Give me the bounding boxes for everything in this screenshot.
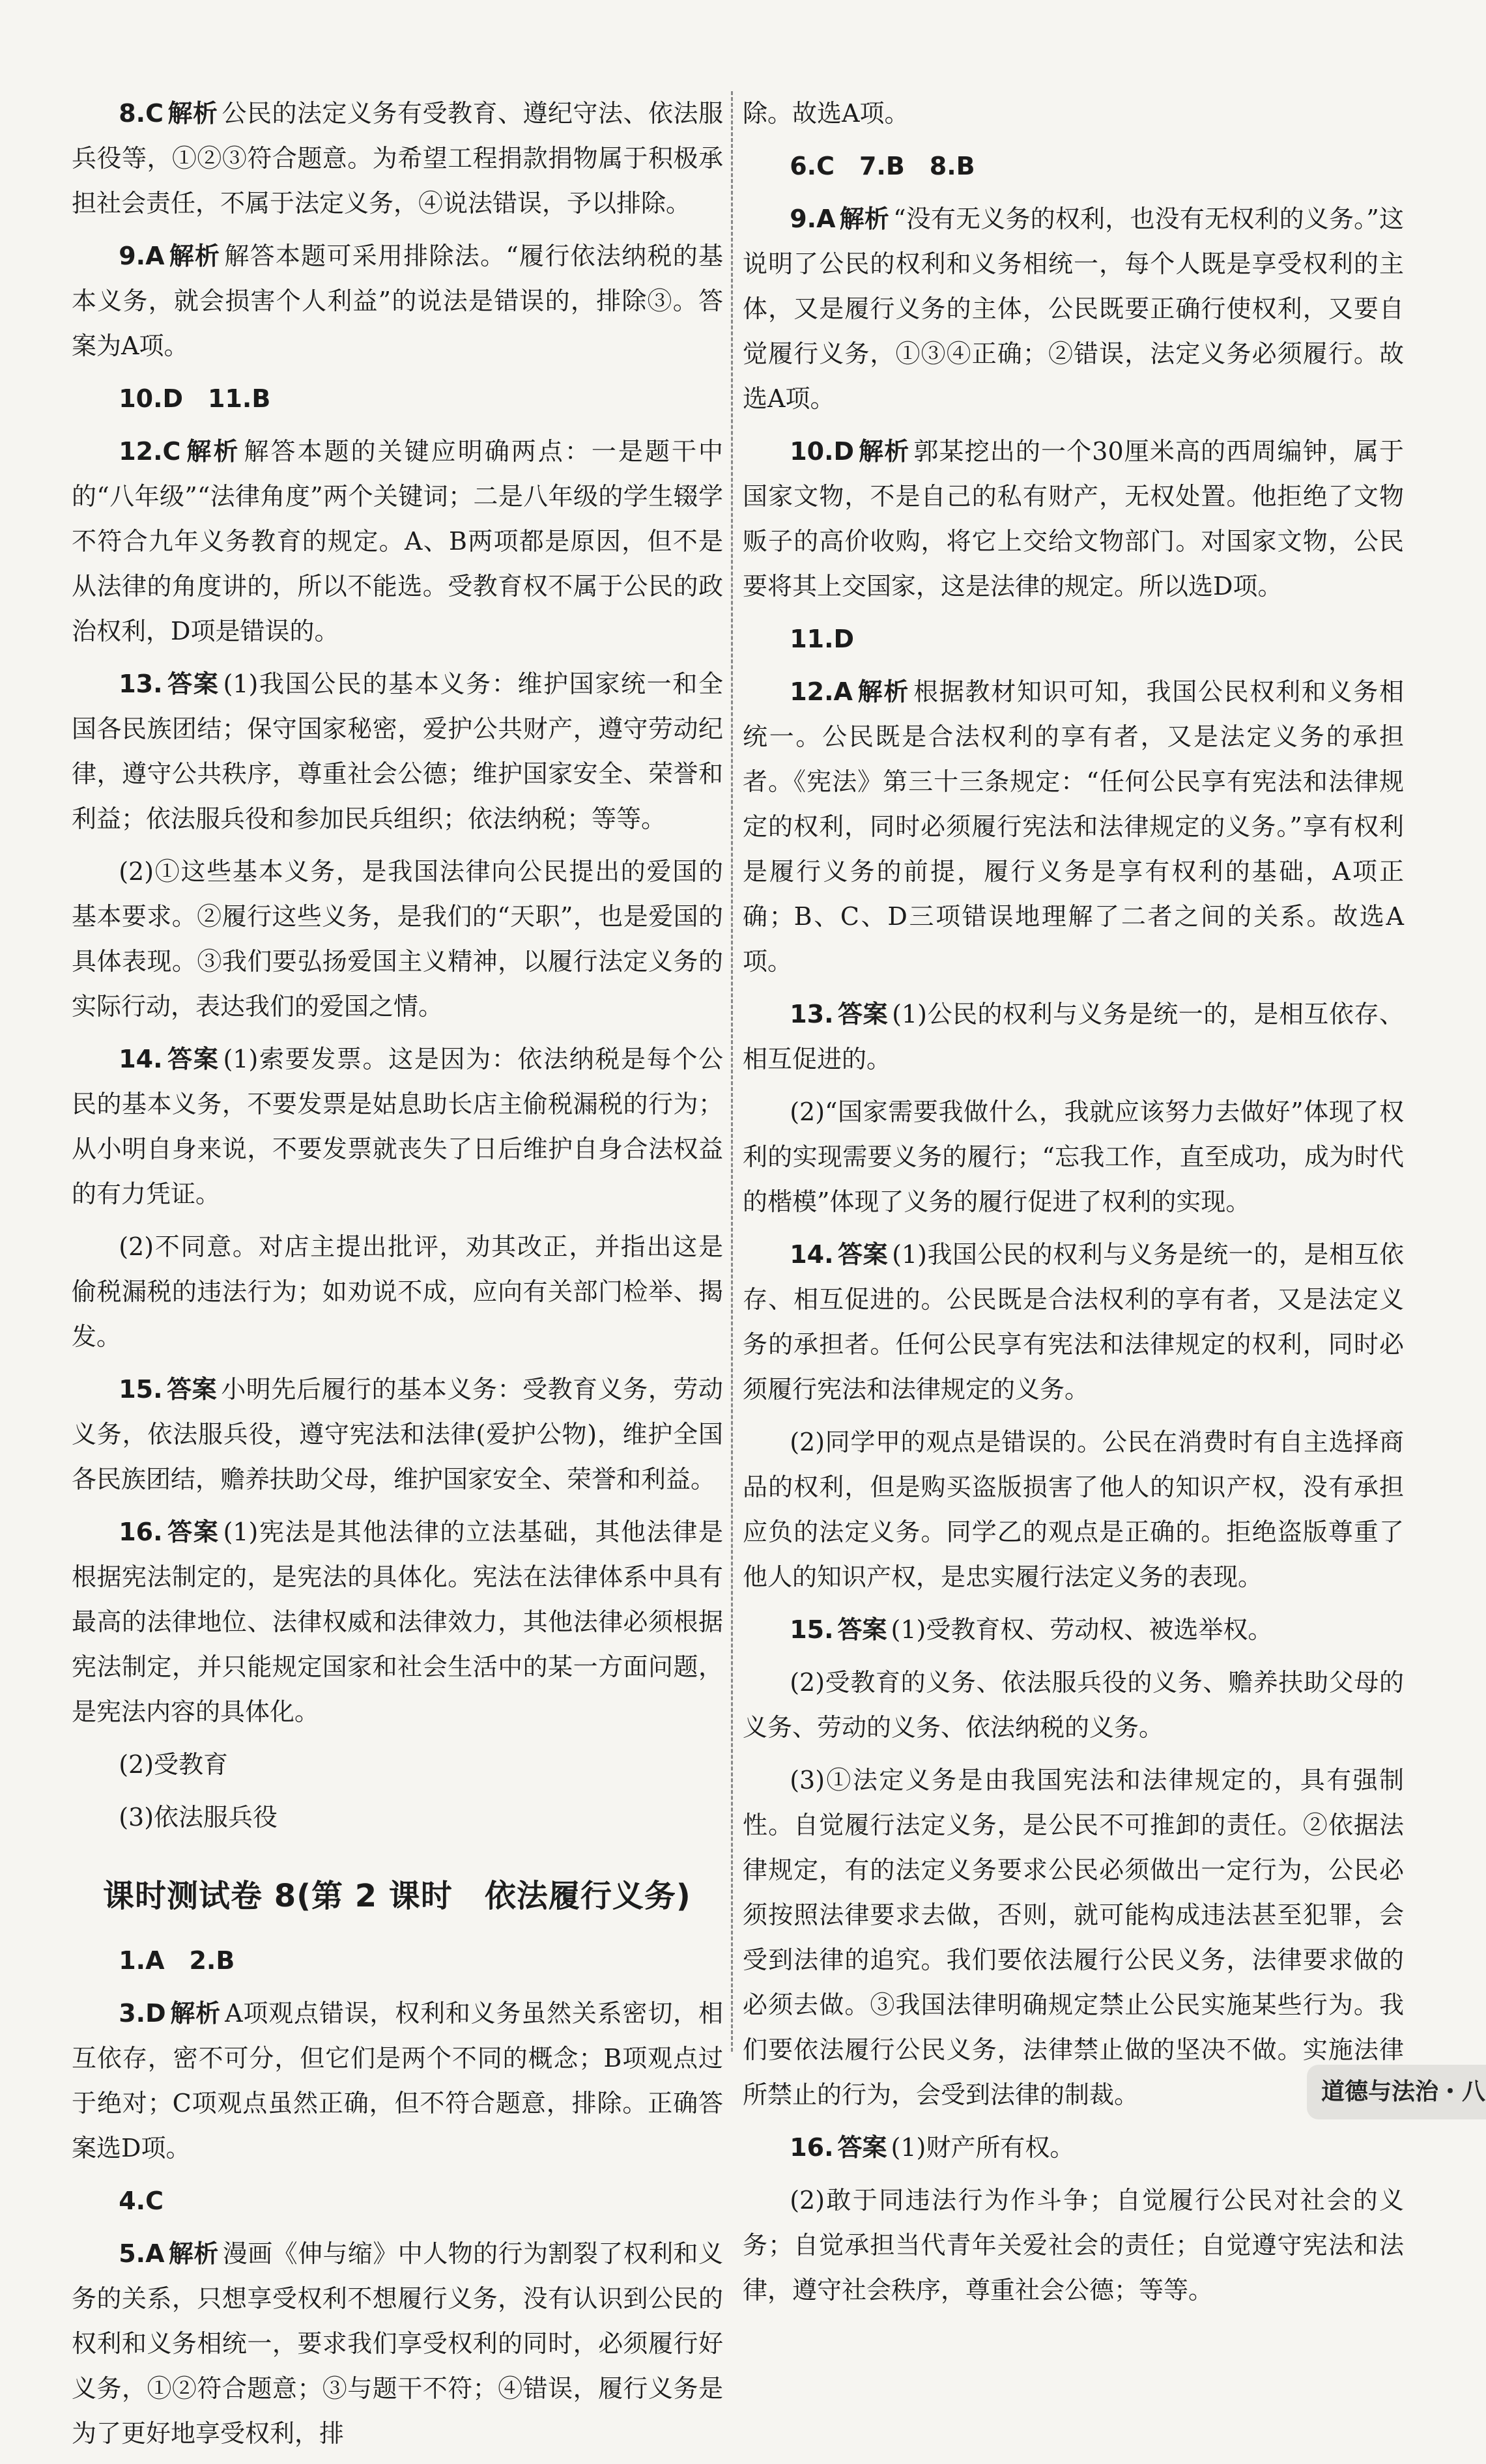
- answer-text: A项观点错误，权利和义务虽然关系密切，相互依存，密不可分，但它们是两个不同的概念；B项观点过于绝对；C项观点虽然正确，但不符合题意，排除。正确答案选D项。: [72, 1999, 723, 2162]
- question-number: 9.A: [790, 205, 836, 233]
- answer-text: 郭某挖出的一个30厘米高的西周编钟，属于国家文物，不是自己的私有财产，无权处置。他拒绝了文物贩子的高价收购，将它上交给文物部门。对国家文物，公民要将其上交国家，这是法律的规定。所以选D项。: [743, 437, 1404, 601]
- answer-text: 小明先后履行的基本义务：受教育义务，劳动义务，依法服兵役，遵守宪法和法律(爱护公物)，维护全国各民族团结，赡养扶助父母，维护国家安全、荣誉和利益。: [72, 1375, 723, 1494]
- answer-16: [743, 2125, 1404, 2170]
- question-number: 15.: [119, 1375, 163, 1404]
- question-number: 16.: [790, 2133, 834, 2162]
- answer-label: 答案: [837, 1240, 889, 1269]
- answer-15-part-2: (2)受教育的义务、依法服兵役的义务、赡养扶助父母的义务、劳动的义务、依法纳税的义务。: [743, 1668, 1404, 1742]
- answer-text: (1)索要发票。这是因为：依法纳税是每个公民的基本义务，不要发票是姑息助长店主偷税漏税的行为；从小明自身来说，不要发票就丧失了日后维护自身合法权益的有力凭证。: [72, 1045, 723, 1208]
- analysis-label: 解析: [858, 437, 910, 466]
- question-number: 10.D: [790, 437, 855, 466]
- answer-8: [72, 91, 723, 226]
- answer-text: 根据教材知识可知，我国公民权利和义务相统一。公民既是合法权利的享有者，又是法定义务的承担者。《宪法》第三十三条规定：“任何公民享有宪法和法律规定的权利，同时必须履行宪法和法律规定的义务。”享有权利是履行义务的前提，履行义务是享有权利的基础，A项正确；B、C、D三项错误地理解了二者之间的关系。故选A项。: [743, 677, 1404, 976]
- question-number: 12.C: [119, 437, 181, 466]
- answer-text: (1)我国公民的基本义务：维护国家统一和全国各民族团结；保守国家秘密，爱护公共财产，遵守劳动纪律，遵守公共秩序，尊重社会公德；维护国家安全、荣誉和利益；依法服兵役和参加民兵组织；依法纳税；等等。: [72, 670, 723, 833]
- question-number: 5.A: [119, 2239, 165, 2268]
- question-number: 6.C 7.B 8.B: [790, 152, 975, 180]
- answer-13: [72, 662, 723, 842]
- answer-16-part-2: (2)受教育: [119, 1750, 229, 1779]
- column-divider: [731, 91, 733, 2052]
- analysis-label: 解析: [184, 437, 240, 466]
- answer-10-11: [72, 376, 723, 421]
- answer-label: 答案: [166, 1045, 220, 1073]
- answer-label: 答案: [837, 1000, 889, 1028]
- question-number: 4.C: [119, 2187, 164, 2215]
- analysis-label: 解析: [169, 1999, 221, 2028]
- answer-14: [72, 1037, 723, 1217]
- answer-text: 漫画《伸与缩》中人物的行为割裂了权利和义务的关系，只想享受权利不想履行义务，没有认识到公民的权利和义务相统一，要求我们享受权利的同时，必须履行好义务，①②符合题意；③与题干不符；④错误，履行义务是为了更好地享受权利，排: [72, 2239, 723, 2448]
- answer-11: [743, 617, 1404, 662]
- answer-label: 答案: [166, 1518, 220, 1546]
- answer-label: 答案: [166, 670, 220, 698]
- answer-text: (1)公民的权利与义务是统一的，是相互依存、相互促进的。: [743, 1000, 1404, 1073]
- analysis-label: 解析: [168, 2239, 219, 2268]
- answer-15: [743, 1607, 1404, 1652]
- question-number: 9.A: [119, 242, 165, 270]
- right-column: [743, 91, 1404, 2321]
- answer-1-2: [72, 1938, 723, 1983]
- answer-15-part-3: (3)①法定义务是由我国宪法和法律规定的，具有强制性。自觉履行法定义务，是公民不可推卸的责任。②依据法律规定，有的法定义务要求公民必须做出一定行为，公民必须按照法律要求去做，否则，就可能构成违法甚至犯罪，会受到法律的追究。我们要依法履行公民义务，法律要求做的必须去做。③我国法律明确规定禁止公民实施某些行为。我们要依法履行公民义务，法律禁止做的坚决不做。实施法律所禁止的行为，会受到法律的制裁。: [743, 1766, 1404, 2109]
- answer-15: [72, 1367, 723, 1502]
- answer-text: 公民的法定义务有受教育、遵纪守法、依法服兵役等，①②③符合题意。为希望工程捐款捐物属于积极承担社会责任，不属于法定义务，④说法错误，予以排除。: [72, 99, 723, 218]
- answer-14-part-2: (2)同学甲的观点是错误的。公民在消费时有自主选择商品的权利，但是购买盗版损害了他人的知识产权，没有承担应负的法定义务。同学乙的观点是正确的。拒绝盗版尊重了他人的知识产权，是忠实履行法定义务的表现。: [743, 1428, 1404, 1591]
- analysis-label: 解析: [839, 205, 890, 233]
- question-number: 3.D: [119, 1999, 166, 2028]
- answer-text: “没有无义务的权利，也没有无权利的义务。”这说明了公民的权利和义务相统一，每个人既是享受权利的主体，又是履行义务的主体，公民既要正确行使权利，又要自觉履行义务，①③④正确；②错误，法定义务必须履行。故选A项。: [743, 205, 1404, 413]
- answer-label: 答案: [166, 1375, 218, 1404]
- answer-10: [743, 429, 1404, 609]
- answer-4: [72, 2179, 723, 2224]
- answer-text: 解答本题可采用排除法。“履行依法纳税的基本义务，就会损害个人利益”的说法是错误的，排除③。答案为A项。: [72, 242, 723, 360]
- answer-12: [743, 670, 1404, 984]
- answer-text: (1)宪法是其他法律的立法基础，其他法律是根据宪法制定的，是宪法的具体化。宪法在法律体系中具有最高的法律地位、法律权威和法律效力，其他法律必须根据宪法制定，并只能规定国家和社会生活中的某一方面问题，是宪法内容的具体化。: [72, 1518, 723, 1726]
- answer-13-part-2: (2)①这些基本义务，是我国法律向公民提出的爱国的基本要求。②履行这些义务，是我们的“天职”，也是爱国的具体表现。③我们要弘扬爱国主义精神，以履行法定义务的实际行动，表达我们的爱国之情。: [72, 857, 723, 1021]
- section-title: 课时测试卷 8(第 2 课时 依法履行义务): [103, 1878, 691, 1914]
- answer-16: [72, 1510, 723, 1735]
- answer-text: 解答本题的关键应明确两点：一是题干中的“八年级”“法律角度”两个关键词；二是八年级的学生辍学不符合九年义务教育的规定。A、B两项都是原因，但不是从法律的角度讲的，所以不能选。受教育权不属于公民的政治权利，D项是错误的。: [72, 437, 723, 645]
- answer-text: (1)财产所有权。: [891, 2133, 1075, 2162]
- answer-5-continued: 除。故选A项。: [743, 99, 909, 128]
- analysis-label: 解析: [168, 242, 221, 270]
- answer-9: [743, 197, 1404, 421]
- answer-3: [72, 1991, 723, 2171]
- answer-12: [72, 429, 723, 654]
- question-number: 11.D: [790, 625, 855, 653]
- analysis-label: 解析: [856, 677, 910, 706]
- answer-13: [743, 992, 1404, 1082]
- question-number: 13.: [119, 670, 163, 698]
- answer-5: [72, 2231, 723, 2456]
- answer-16-part-3: (3)依法服兵役: [119, 1803, 278, 1832]
- question-number: 14.: [119, 1045, 163, 1073]
- answer-9: [72, 234, 723, 369]
- footer-subject-tab: 道德与法治・八: [1307, 2065, 1486, 2119]
- answer-14-part-2: (2)不同意。对店主提出批评，劝其改正，并指出这是偷税漏税的违法行为；如劝说不成，应向有关部门检举、揭发。: [72, 1232, 723, 1351]
- analysis-label: 解析: [167, 99, 218, 128]
- question-number: 1.A 2.B: [119, 1946, 235, 1975]
- answer-text: (1)受教育权、劳动权、被选举权。: [891, 1615, 1273, 1644]
- answer-16-part-2: (2)敢于同违法行为作斗争；自觉履行公民对社会的义务；自觉承担当代青年关爱社会的责任；自觉遵守宪法和法律，遵守社会秩序，尊重社会公德；等等。: [743, 2186, 1404, 2304]
- answer-14: [743, 1232, 1404, 1412]
- question-number: 15.: [790, 1615, 834, 1644]
- question-number: 8.C: [119, 99, 164, 128]
- answer-6-8: [743, 144, 1404, 189]
- answer-13-part-2: (2)“国家需要我做什么，我就应该努力去做好”体现了权利的实现需要义务的履行；“忘我工作，直至成功，成为时代的楷模”体现了义务的履行促进了权利的实现。: [743, 1097, 1404, 1216]
- question-number: 12.A: [790, 677, 853, 706]
- answer-label: 答案: [837, 1615, 887, 1644]
- answer-label: 答案: [837, 2133, 887, 2162]
- question-number: 16.: [119, 1518, 163, 1546]
- answer-text: (1)我国公民的权利与义务是统一的，是相互依存、相互促进的。公民既是合法权利的享有者，又是法定义务的承担者。任何公民享有宪法和法律规定的权利，同时必须履行宪法和法律规定的义务。: [743, 1240, 1404, 1404]
- left-column: [72, 91, 723, 2464]
- question-number: 13.: [790, 1000, 834, 1028]
- question-number: 10.D 11.B: [119, 384, 271, 413]
- question-number: 14.: [790, 1240, 834, 1269]
